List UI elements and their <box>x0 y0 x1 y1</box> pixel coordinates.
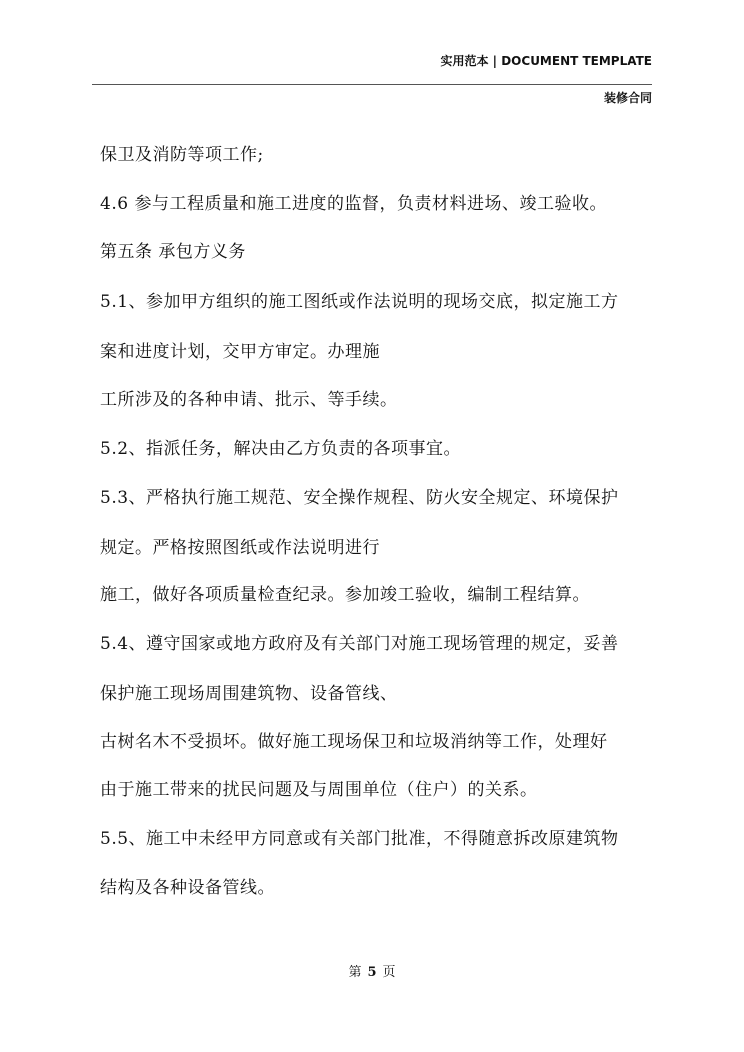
body-line: 由于施工带来的扰民问题及与周围单位（住户）的关系。 <box>100 780 538 800</box>
body-line: 结构及各种设备管线。 <box>100 878 275 898</box>
page-footer <box>0 964 744 982</box>
body-line: 5.5、施工中未经甲方同意或有关部门批准，不得随意拆改原建筑物 <box>100 829 619 849</box>
header-subtitle: 装修合同 <box>603 91 652 105</box>
body-line: 施工，做好各项质量检查纪录。参加竣工验收，编制工程结算。 <box>100 585 590 605</box>
body-line: 保护施工现场周围建筑物、设备管线、 <box>100 684 398 704</box>
body-line: 保卫及消防等项工作; <box>100 145 264 165</box>
body-line: 5.3、严格执行施工规范、安全操作规程、防火安全规定、环境保护 <box>100 488 619 508</box>
body-line: 4.6 参与工程质量和施工进度的监督，负责材料进场、竣工验收。 <box>100 194 607 214</box>
page-label-prefix: 第 <box>348 965 362 980</box>
body-line: 案和进度计划，交甲方审定。办理施 <box>100 342 380 362</box>
header-title: 实用范本 | DOCUMENT TEMPLATE <box>440 54 652 68</box>
body-line: 5.4、遵守国家或地方政府及有关部门对施工现场管理的规定，妥善 <box>100 634 619 654</box>
body-line: 工所涉及的各种申请、批示、等手续。 <box>100 390 398 410</box>
body-line: 规定。严格按照图纸或作法说明进行 <box>100 538 380 558</box>
document-header <box>440 52 652 70</box>
body-line: 5.2、指派任务，解决由乙方负责的各项事宜。 <box>100 439 462 459</box>
body-line: 古树名木不受损坏。做好施工现场保卫和垃圾消纳等工作，处理好 <box>100 732 608 752</box>
header-divider <box>92 84 652 85</box>
page-label-suffix: 页 <box>382 965 396 980</box>
body-line: 5.1、参加甲方组织的施工图纸或作法说明的现场交底，拟定施工方 <box>100 292 619 312</box>
page-number: 5 <box>367 965 377 980</box>
section-heading: 第五条 承包方义务 <box>100 242 246 262</box>
